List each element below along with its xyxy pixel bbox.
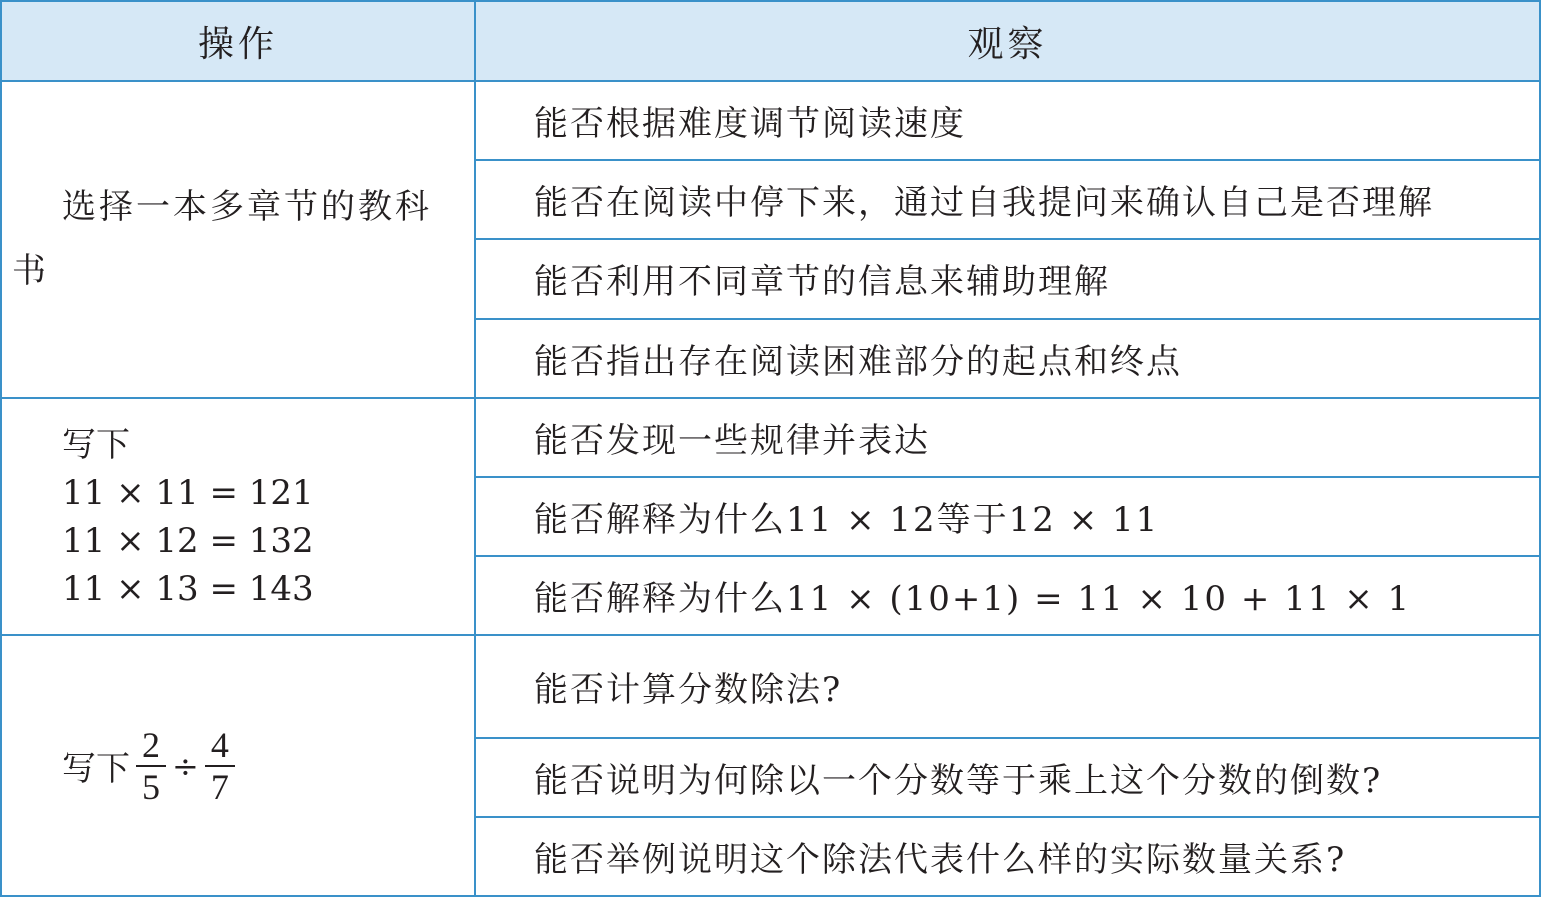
observation-cell: 能否解释为什么11 × 12等于12 × 11 (475, 477, 1540, 556)
fraction-denominator: 7 (210, 766, 229, 807)
observation-cell: 能否利用不同章节的信息来辅助理解 (475, 239, 1540, 318)
observation-cell: 能否根据难度调节阅读速度 (475, 81, 1540, 160)
divide-sign: ÷ (172, 746, 199, 785)
fraction-expression (62, 725, 241, 807)
observation-cell: 能否举例说明这个除法代表什么样的实际数量关系? (475, 817, 1540, 896)
header-row (1, 1, 1540, 81)
observation-cell: 能否在阅读中停下来，通过自我提问来确认自己是否理解 (475, 160, 1540, 239)
operation-cell-fraction (1, 635, 475, 896)
operation-line: 11 × 11 = 121 (62, 472, 314, 513)
observation-cell: 能否指出存在阅读困难部分的起点和终点 (475, 319, 1540, 398)
table-row (1, 635, 1540, 737)
fraction-numerator: 4 (205, 725, 235, 767)
fraction-four-sevenths (205, 725, 235, 807)
fraction-numerator: 2 (136, 725, 166, 767)
operation-text: 选择一本多章节的教科书 (12, 187, 432, 292)
table-row (1, 398, 1540, 477)
fraction-denominator: 5 (142, 766, 160, 807)
fraction-two-fifths (136, 725, 166, 807)
observation-cell: 能否计算分数除法? (475, 635, 1540, 737)
observation-cell: 能否解释为什么11 × (10+1) = 11 × 10 + 11 × 1 (475, 556, 1540, 635)
operation-line: 写下 (62, 424, 130, 465)
operation-line: 11 × 13 = 143 (62, 568, 314, 609)
operation-prefix: 写下 (62, 749, 130, 790)
operation-line: 11 × 12 = 132 (62, 520, 314, 561)
observation-cell: 能否说明为何除以一个分数等于乘上这个分数的倒数? (475, 738, 1540, 817)
header-operation: 操作 (1, 1, 475, 81)
table-row (1, 81, 1540, 160)
observation-cell: 能否发现一些规律并表达 (475, 398, 1540, 477)
operation-cell-multiplication (1, 398, 475, 636)
operation-cell-textbook (1, 81, 475, 398)
header-observation: 观察 (475, 1, 1540, 81)
